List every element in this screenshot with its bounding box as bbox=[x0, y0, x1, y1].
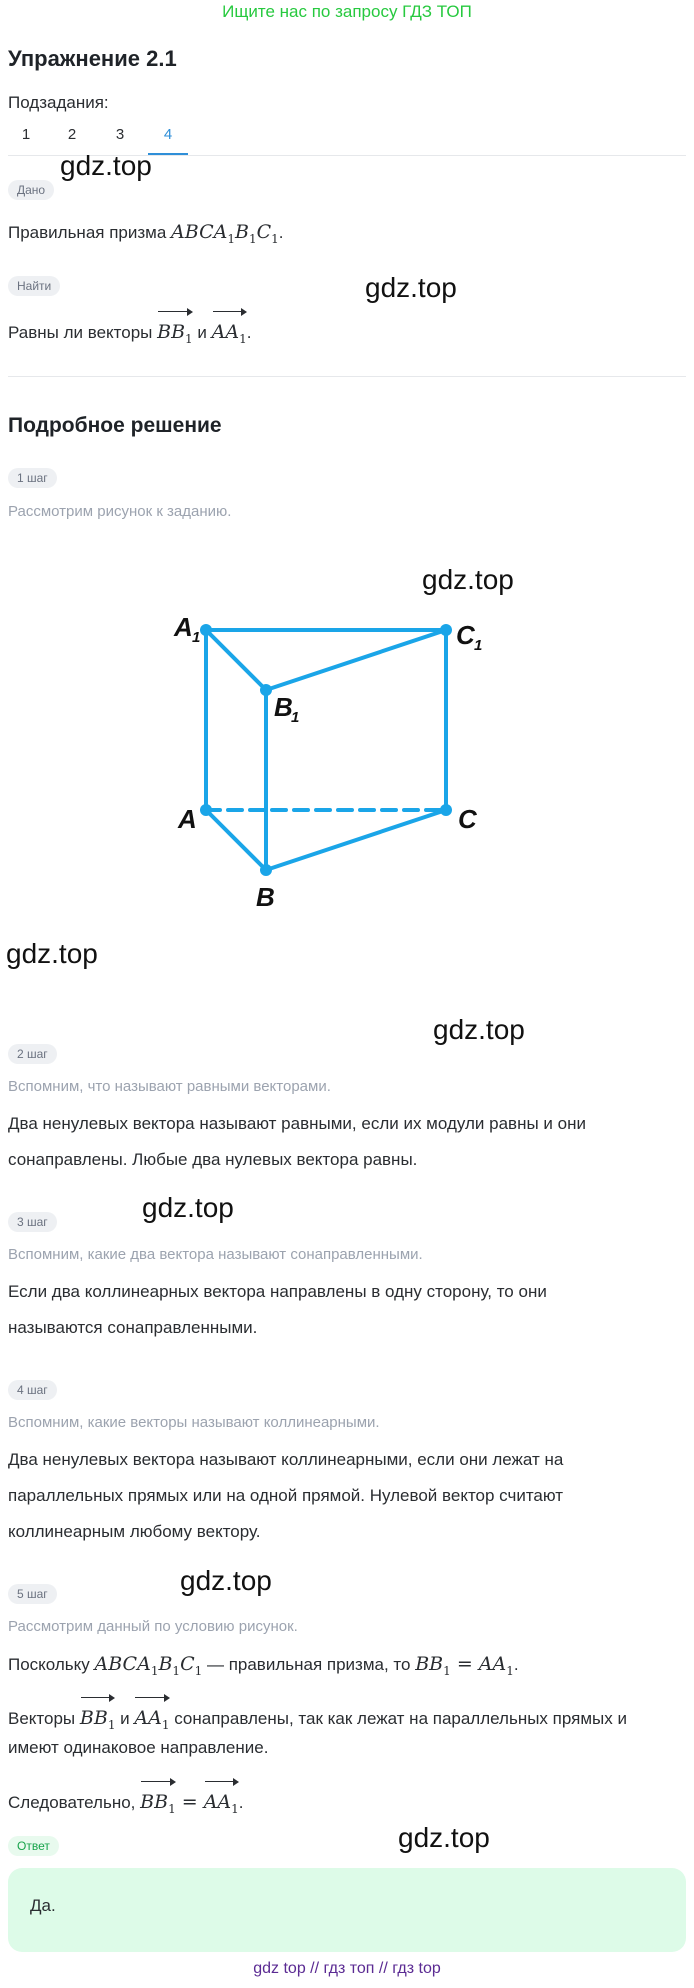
edge-b1c1 bbox=[266, 630, 446, 690]
label-c1-sub: 1 bbox=[474, 637, 483, 654]
watermark: gdz.top bbox=[365, 272, 457, 303]
edge-ab bbox=[206, 810, 266, 870]
footer-separator: // bbox=[310, 1960, 320, 1977]
subtasks-label: Подзадания: bbox=[8, 93, 109, 112]
find-badge: Найти bbox=[8, 276, 60, 296]
given-text: Правильная призма $ABCA_1B_1C_1$. bbox=[8, 221, 284, 246]
watermark: gdz.top bbox=[422, 564, 514, 595]
footer-separator: // bbox=[378, 1960, 388, 1977]
answer-text: Да. bbox=[30, 1896, 56, 1915]
given-badge: Дано bbox=[8, 180, 54, 200]
point-a1 bbox=[200, 624, 212, 636]
step-4-badge: 4 шаг bbox=[8, 1380, 57, 1400]
label-c: C bbox=[458, 804, 477, 834]
find-text: Равны ли векторы $BB_1$ и $AA_1$. bbox=[8, 308, 251, 357]
footer-links bbox=[0, 1960, 694, 1978]
label-b1-sub: 1 bbox=[291, 709, 300, 726]
step-3-line-2: называются сонаправленными. bbox=[8, 1318, 258, 1337]
watermark: gdz.top bbox=[433, 1014, 525, 1045]
step-4-line-3: коллинеарным любому вектору. bbox=[8, 1522, 261, 1541]
edge-a1b1 bbox=[206, 630, 266, 690]
top-search-link[interactable]: Ищите нас по запросу ГДЗ ТОП bbox=[222, 2, 472, 21]
step-1-hint: Рассмотрим рисунок к заданию. bbox=[8, 503, 232, 520]
page-title: Упражнение 2.1 bbox=[8, 46, 177, 71]
point-c bbox=[440, 804, 452, 816]
footer-link-1[interactable]: gdz top bbox=[253, 1960, 306, 1977]
label-c1: C bbox=[456, 620, 475, 650]
step-5-line-4: Следовательно, $BB_1 = AA_1$. bbox=[8, 1778, 244, 1827]
solution-title: Подробное решение bbox=[8, 414, 222, 437]
footer-link-2[interactable]: гдз топ bbox=[323, 1960, 375, 1977]
step-2-line-2: сонаправлены. Любые два нулевых вектора равны. bbox=[8, 1150, 418, 1169]
label-a: A bbox=[178, 804, 197, 834]
footer-link-3[interactable]: гдз top bbox=[392, 1960, 441, 1977]
step-4-line-2: параллельных прямых или на одной прямой. Нулевой вектор считают bbox=[8, 1486, 564, 1505]
step-5-line-3: имеют одинаковое направление. bbox=[8, 1738, 269, 1757]
step-3-badge: 3 шаг bbox=[8, 1212, 57, 1232]
step-2-hint: Вспомним, что называют равными векторами. bbox=[8, 1078, 331, 1095]
label-b: B bbox=[256, 882, 275, 912]
step-4-hint: Вспомним, какие векторы называют коллинеарными. bbox=[8, 1414, 380, 1431]
subtask-tab-4[interactable]: 4 bbox=[163, 126, 173, 143]
step-3-line-1: Если два коллинеарных вектора направлены в одну сторону, то они bbox=[8, 1282, 547, 1301]
subtask-tab-2[interactable]: 2 bbox=[67, 126, 77, 143]
label-a1-sub: 1 bbox=[192, 629, 201, 646]
step-1-badge: 1 шаг bbox=[8, 468, 57, 488]
label-a1: A bbox=[174, 612, 193, 642]
step-5-hint: Рассмотрим данный по условию рисунок. bbox=[8, 1618, 298, 1635]
step-5-badge: 5 шаг bbox=[8, 1584, 57, 1604]
watermark: gdz.top bbox=[180, 1565, 272, 1596]
step-4-line-1: Два ненулевых вектора называют коллинеарными, если они лежат на bbox=[8, 1450, 564, 1469]
prism-figure bbox=[160, 600, 500, 920]
answer-box bbox=[8, 1868, 686, 1952]
divider bbox=[8, 376, 686, 377]
point-b1 bbox=[260, 684, 272, 696]
point-a bbox=[200, 804, 212, 816]
step-5-line-1: Поскольку $ABCA_1B_1C_1$ — правильная призма, то $BB_1 = AA_1$. bbox=[8, 1653, 519, 1678]
watermark: gdz.top bbox=[60, 150, 152, 181]
step-5-line-2: Векторы $BB_1$ и $AA_1$ сонаправлены, так как лежат на параллельных прямых и bbox=[8, 1694, 627, 1743]
subtask-tab-3[interactable]: 3 bbox=[115, 126, 125, 143]
step-3-hint: Вспомним, какие два вектора называют сонаправленными. bbox=[8, 1246, 423, 1263]
step-2-line-1: Два ненулевых вектора называют равными, если их модули равны и они bbox=[8, 1114, 586, 1133]
point-b bbox=[260, 864, 272, 876]
edge-bc bbox=[266, 810, 446, 870]
subtask-tab-1[interactable]: 1 bbox=[21, 126, 31, 143]
watermark: gdz.top bbox=[142, 1192, 234, 1223]
step-2-badge: 2 шаг bbox=[8, 1044, 57, 1064]
point-c1 bbox=[440, 624, 452, 636]
label-b1: B bbox=[274, 692, 293, 722]
watermark: gdz.top bbox=[398, 1822, 490, 1853]
answer-badge: Ответ bbox=[8, 1836, 59, 1856]
watermark: gdz.top bbox=[6, 938, 98, 969]
